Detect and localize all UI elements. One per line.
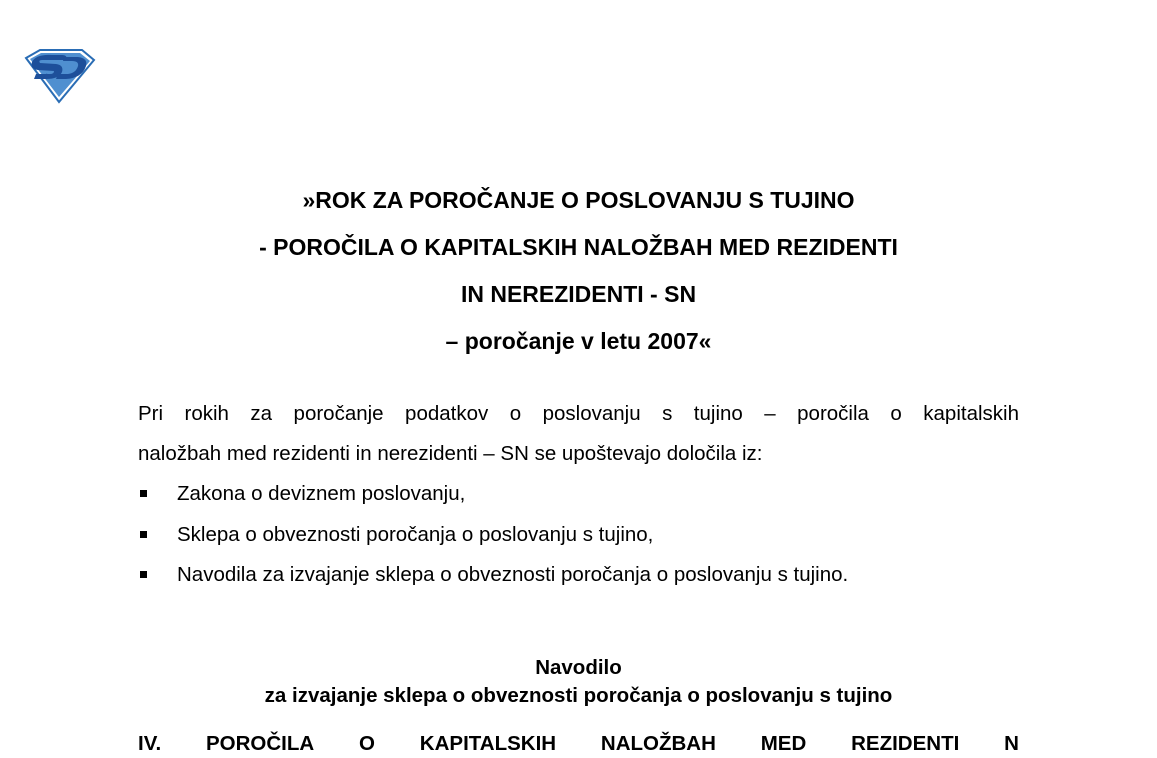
cutoff-word: IV. bbox=[138, 732, 162, 755]
logo-letters: SD bbox=[46, 74, 48, 75]
intro-line-2: naložbah med rezidenti in nerezidenti – SN se upoštevajo določila iz: bbox=[138, 442, 763, 465]
title-line-1: »ROK ZA POROČANJE O POSLOVANJU S TUJINO bbox=[302, 187, 855, 213]
cutoff-word: NALOŽBAH bbox=[600, 732, 716, 755]
cutoff-word: REZIDENTI bbox=[851, 732, 960, 755]
list-item: Navodila za izvajanje sklepa o obveznosti poročanja o poslovanju s tujino. bbox=[138, 555, 848, 596]
bullet-square-icon bbox=[140, 571, 147, 578]
subheading-line-1: Navodilo bbox=[535, 656, 622, 679]
cutoff-word: POROČILA bbox=[206, 732, 315, 755]
bullet-square-icon bbox=[140, 531, 147, 538]
cutoff-heading-line bbox=[138, 730, 1019, 758]
intro-line-1: Pri rokih za poročanje podatkov o poslovanju s tujino – poročila o kapitalskih bbox=[138, 402, 1019, 425]
subheading-line-2: za izvajanje sklepa o obveznosti poročanja o poslovanju s tujino bbox=[264, 684, 893, 707]
bullet-square-icon bbox=[140, 490, 147, 497]
title-line-2: - POROČILA O KAPITALSKIH NALOŽBAH MED REZIDENTI bbox=[259, 234, 898, 260]
intro-paragraph bbox=[138, 394, 1019, 474]
cutoff-word: O bbox=[359, 732, 375, 755]
sd-logo-icon bbox=[22, 48, 96, 104]
section-subheading bbox=[0, 654, 1157, 710]
document-title bbox=[0, 177, 1157, 365]
title-line-4: – poročanje v letu 2007« bbox=[445, 328, 712, 354]
cutoff-word: KAPITALSKIH bbox=[419, 732, 557, 755]
regulation-list bbox=[138, 474, 848, 596]
cutoff-word: N bbox=[1004, 732, 1019, 755]
title-line-3: IN NEREZIDENTI - SN bbox=[460, 281, 697, 307]
list-item: Sklepa o obveznosti poročanja o poslovanju s tujino, bbox=[138, 515, 848, 556]
list-item: Zakona o deviznem poslovanju, bbox=[138, 474, 848, 515]
cutoff-word: MED bbox=[760, 732, 807, 755]
